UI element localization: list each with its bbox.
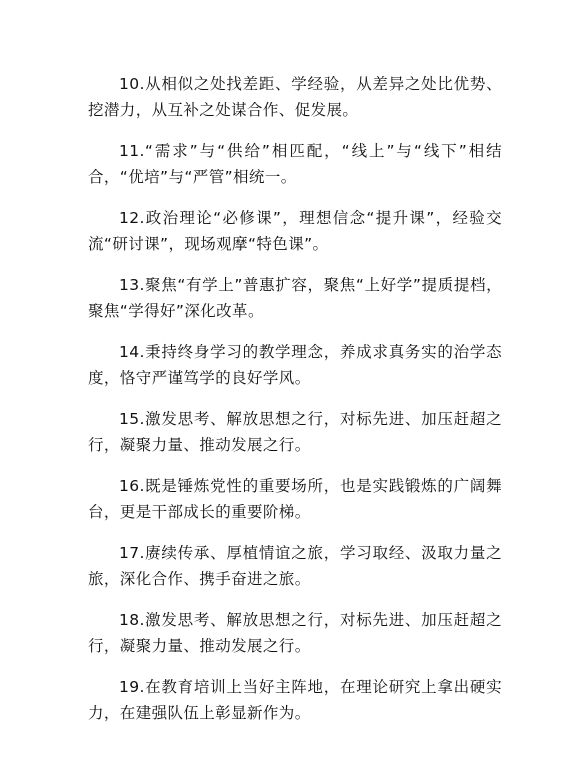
paragraph-16: 16.既是锤炼党性的重要场所，也是实践锻炼的广阔舞台，更是干部成长的重要阶梯。 <box>88 477 502 521</box>
paragraph-15: 15.激发思考、解放思想之行，对标先进、加压赶超之行，凝聚力量、推动发展之行。 <box>88 410 502 454</box>
document-body <box>88 71 502 741</box>
paragraph-13: 13.聚焦“有学上”普惠扩容，聚焦“上好学”提质提档，聚焦“学得好”深化改革。 <box>88 276 502 320</box>
paragraph-17: 17.赓续传承、厚植情谊之旅，学习取经、汲取力量之旅，深化合作、携手奋进之旅。 <box>88 544 502 588</box>
paragraph-12: 12.政治理论“必修课”，理想信念“提升课”，经验交流“研讨课”，现场观摩“特色课”。 <box>88 209 502 253</box>
paragraph-10: 10.从相似之处找差距、学经验，从差异之处比优势、挖潜力，从互补之处谋合作、促发展。 <box>88 75 502 119</box>
paragraph-18: 18.激发思考、解放思想之行，对标先进、加压赶超之行，凝聚力量、推动发展之行。 <box>88 611 502 655</box>
paragraph-19: 19.在教育培训上当好主阵地，在理论研究上拿出硬实力，在建强队伍上彰显新作为。 <box>88 678 502 722</box>
paragraph-11: 11.“需求”与“供给”相匹配，“线上”与“线下”相结合，“优培”与“严管”相统一。 <box>88 142 502 186</box>
paragraph-14: 14.秉持终身学习的教学理念，养成求真务实的治学态度，恪守严谨笃学的良好学风。 <box>88 343 502 387</box>
